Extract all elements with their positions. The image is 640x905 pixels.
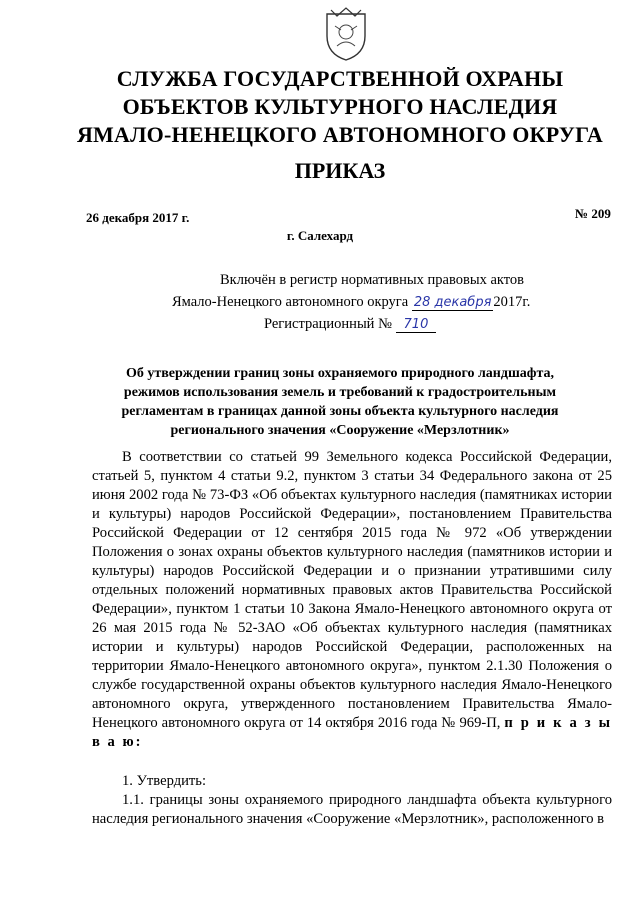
subject-line-1: Об утверждении границ зоны охраняемого природного ландшафта, [125,366,555,381]
item-1-1: 1.1. границы зоны охраняемого природного ландшафта объекта культурного наследия регионального значения «Сооружение «Мерзлотник», расположенного в [92,792,612,827]
document-city: г. Салехард [286,228,354,243]
organization-name-line-1: СЛУЖБА ГОСУДАРСТВЕННОЙ ОХРАНЫ [116,66,564,91]
document-number: № 209 [575,206,611,221]
organization-name-line-3: ЯМАЛО-НЕНЕЦКОГО АВТОНОМНОГО ОКРУГА [76,122,604,147]
order-word: п р и к а з ы в а ю: [92,715,612,750]
subject-line-2: режимов использования земель и требований к градостроительным [123,385,557,400]
registry-line-2-suffix: 2017г. [493,294,531,310]
registry-line-3 [264,316,436,333]
document-body [92,448,612,829]
handwritten-registry-date: 28 декабря [413,295,492,310]
document-type: ПРИКАЗ [294,158,386,183]
registry-number-label: Регистрационный № [264,316,392,332]
subject-line-4: регионального значения «Сооружение «Мерзлотник» [170,423,510,438]
registry-line-1: Включён в регистр нормативных правовых актов [220,272,524,288]
item-1: 1. Утвердить: [122,773,207,789]
preamble-paragraph [92,448,612,752]
organization-name-line-2: ОБЪЕКТОВ КУЛЬТУРНОГО НАСЛЕДИЯ [122,94,558,119]
coat-of-arms-emblem [323,6,369,62]
registry-line-2-prefix: Ямало-Ненецкого автономного округа [172,294,409,310]
document-date: 26 декабря 2017 г. [86,210,190,225]
document-subject [92,364,588,440]
preamble-text: В соответствии со статьей 99 Земельного кодекса Российской Федерации, статьей 5, пунктом 4 статьи 9.2, пунктом 3 статьи 34 Федерального закона от 25 июня 2002 года № 73-ФЗ «Об объектах культурного наследия (памятниках истории и культуры) народов Российской Федерации», постановлением Правительства Российской Федерации от 12 сентября 2015 года № 972 «Об утверждении Положения о зонах охраны объектов культурного наследия (памятников истории и культуры) народов Российской Федерации и о признании утратившими силу отдельных положений нормативных правовых актов Правительства Российской Федерации», пунктом 1 статьи 10 Закона Ямало-Ненецкого автономного округа от 26 мая 2015 года № 52-ЗАО «Об объектах культурного наследия (памятниках истории и культуры) народов Российской Федерации, расположенных на территории Ямало-Ненецкого автономного округа», пунктом 2.1.30 Положения о службе государственной охраны объектов культурного наследия Ямало-Ненецкого автономного округа, утвержденного постановлением Правительства Ямало-Ненецкого автономного округа от 14 октября 2016 года № 969-П, [92,449,612,731]
subject-line-3: регламентам в границах данной зоны объекта культурного наследия [121,404,559,419]
handwritten-registry-number: 710 [396,317,437,333]
registry-line-2 [172,294,530,311]
